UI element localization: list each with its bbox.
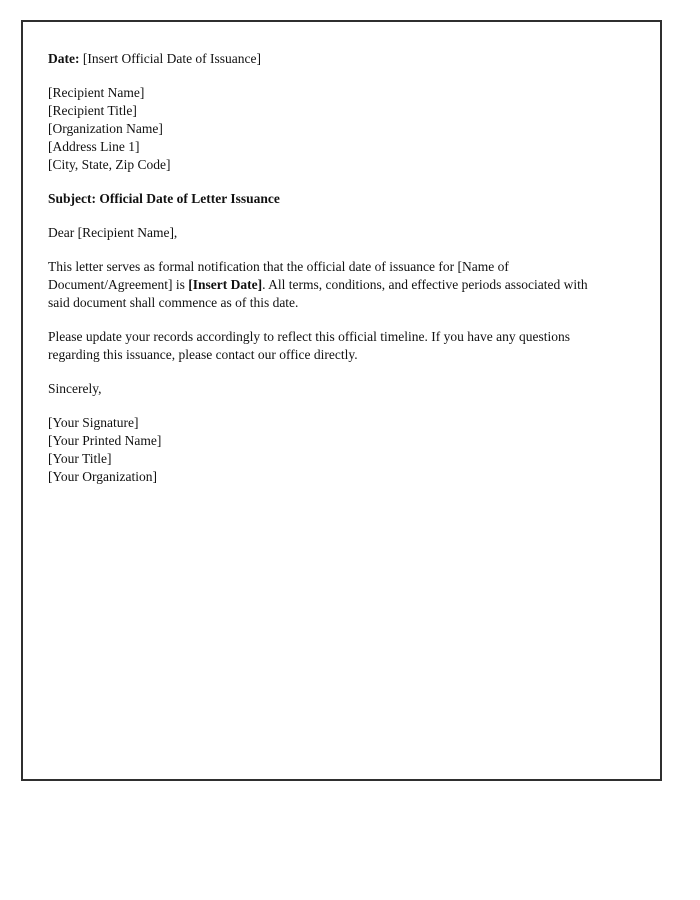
signature-block: [48, 414, 601, 486]
insert-date-placeholder: [Insert Date]: [188, 277, 263, 292]
date-value: [Insert Official Date of Issuance]: [79, 51, 262, 66]
organization-name-line: [Organization Name]: [48, 121, 163, 136]
date-line: [48, 50, 601, 68]
salutation: Dear [Recipient Name],: [48, 225, 178, 240]
signature-line: [Your Signature]: [48, 415, 139, 430]
title-line: [Your Title]: [48, 451, 112, 466]
closing: Sincerely,: [48, 381, 102, 396]
city-state-zip-line: [City, State, Zip Code]: [48, 157, 171, 172]
body-paragraph-1-pre: This letter serves as formal notification that the official date of issuance for [Name of Document/Agreement] is: [48, 259, 509, 292]
body-paragraph-1-post: . All terms, conditions, and effective periods associated with said document shall commence as of this date.: [48, 277, 588, 310]
recipient-title-line: [Recipient Title]: [48, 103, 137, 118]
date-label: Date:: [48, 51, 80, 66]
body-paragraph-2: Please update your records accordingly to reflect this official timeline. If you have any questions regarding this issuance, please contact our office directly.: [48, 329, 570, 362]
organization-line: [Your Organization]: [48, 469, 157, 484]
body-paragraph-1: [48, 258, 601, 312]
recipient-block: [48, 84, 601, 174]
printed-name-line: [Your Printed Name]: [48, 433, 162, 448]
recipient-name-line: [Recipient Name]: [48, 85, 145, 100]
address-line: [Address Line 1]: [48, 139, 140, 154]
subject-line: Subject: Official Date of Letter Issuance: [48, 191, 280, 206]
letter-page: [21, 20, 662, 781]
